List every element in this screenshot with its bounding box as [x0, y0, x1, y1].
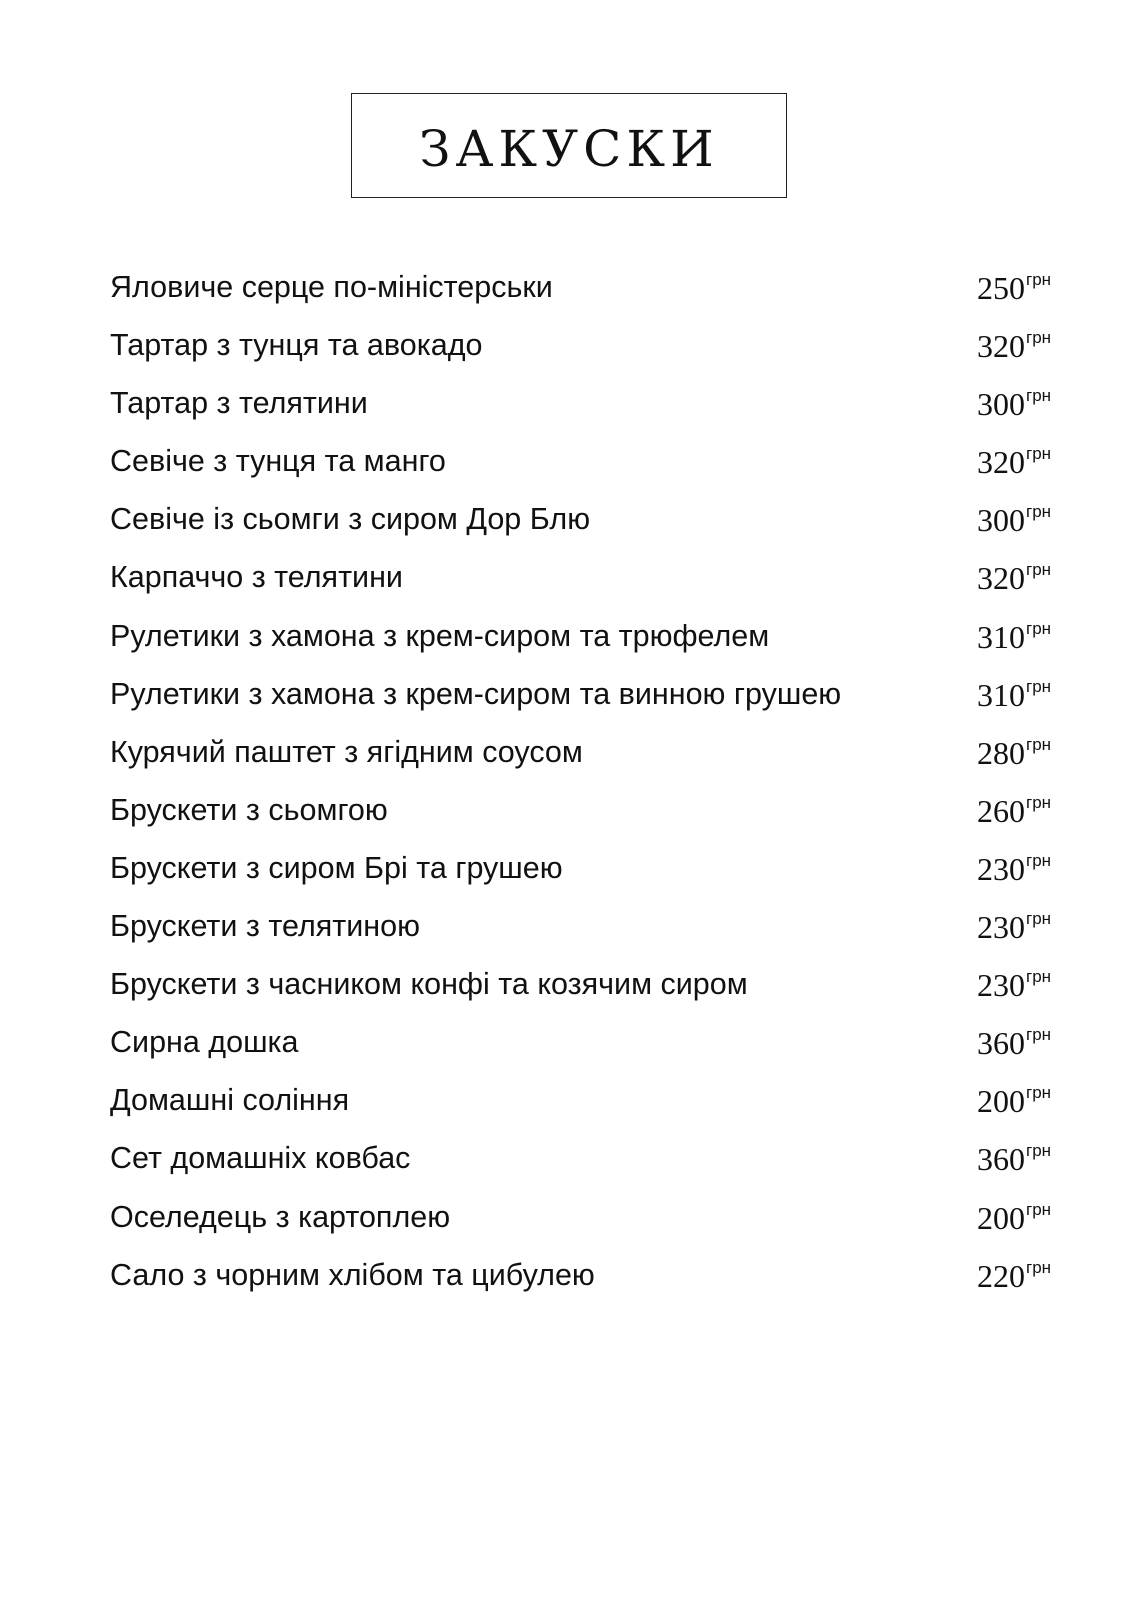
price-currency: грн — [1026, 909, 1052, 929]
dish-name: Брускети з сиром Брі та грушею — [110, 850, 563, 885]
menu-item — [110, 384, 1070, 442]
price-value: 250 — [977, 270, 1025, 306]
price-value: 230 — [977, 967, 1025, 1004]
price-currency: грн — [1026, 444, 1052, 464]
dish-price — [977, 965, 1051, 1007]
menu-item — [110, 558, 1070, 616]
dish-name: Сало з чорним хлібом та цибулею — [110, 1257, 595, 1292]
menu-item — [110, 268, 1070, 326]
price-currency: грн — [1026, 386, 1052, 406]
dish-name: Домашні соління — [110, 1083, 350, 1118]
dish-price — [977, 442, 1051, 484]
price-value: 300 — [977, 386, 1025, 423]
price-currency: грн — [1026, 1199, 1052, 1219]
dish-price — [977, 1081, 1051, 1123]
price-value: 200 — [977, 1083, 1025, 1120]
menu-item — [110, 733, 1070, 791]
dish-price — [977, 1256, 1051, 1298]
dish-name: Яловиче серце по-міністерськи — [110, 270, 553, 304]
menu-item — [110, 965, 1070, 1023]
dish-price — [977, 384, 1051, 426]
price-currency: грн — [1026, 676, 1052, 696]
price-value: 220 — [977, 1257, 1025, 1294]
dish-price — [977, 558, 1051, 600]
price-currency: грн — [1026, 618, 1052, 638]
menu-item — [110, 849, 1070, 907]
price-value: 310 — [977, 676, 1025, 713]
price-value: 360 — [977, 1141, 1025, 1178]
dish-name: Рулетики з хамона з крем-сиром та винною грушею — [110, 676, 842, 711]
menu-item — [110, 1081, 1070, 1139]
menu-item — [110, 791, 1070, 849]
dish-name: Тартар з телятини — [110, 386, 368, 421]
dish-name: Курячий паштет з ягідним соусом — [110, 734, 583, 769]
dish-price — [977, 1023, 1051, 1065]
dish-name: Тартар з тунця та авокадо — [110, 328, 483, 363]
dish-price — [977, 791, 1051, 833]
dish-name: Севіче із сьомги з сиром Дор Блю — [110, 502, 591, 537]
menu-list — [110, 268, 1070, 1314]
price-currency: грн — [1026, 967, 1052, 987]
dish-name: Рулетики з хамона з крем-сиром та трюфелем — [110, 618, 770, 653]
dish-price — [977, 675, 1051, 717]
dish-name: Оселедець з картоплею — [110, 1199, 451, 1234]
price-currency: грн — [1026, 1025, 1052, 1045]
dish-price — [977, 849, 1051, 891]
menu-item — [110, 326, 1070, 384]
menu-item — [110, 617, 1070, 675]
dish-name: Сет домашніх ковбас — [110, 1141, 411, 1176]
price-currency: грн — [1026, 792, 1052, 812]
section-title: ЗАКУСКИ — [419, 119, 719, 178]
price-value: 320 — [977, 444, 1025, 481]
price-currency: грн — [1026, 502, 1052, 522]
menu-item — [110, 1256, 1070, 1314]
price-currency: грн — [1026, 270, 1052, 289]
price-value: 230 — [977, 850, 1025, 887]
price-value: 320 — [977, 560, 1025, 597]
dish-price — [977, 1198, 1051, 1240]
price-value: 230 — [977, 909, 1025, 946]
price-currency: грн — [1026, 328, 1052, 348]
price-currency: грн — [1026, 1141, 1052, 1161]
menu-item — [110, 1198, 1070, 1256]
dish-name: Брускети з сьомгою — [110, 792, 388, 827]
price-currency: грн — [1026, 734, 1052, 754]
price-value: 260 — [977, 792, 1025, 829]
dish-name: Брускети з часником конфі та козячим сиром — [110, 967, 748, 1002]
price-currency: грн — [1026, 560, 1052, 580]
price-value: 320 — [977, 328, 1025, 365]
menu-item — [110, 442, 1070, 500]
price-value: 280 — [977, 734, 1025, 771]
price-value: 200 — [977, 1199, 1025, 1236]
price-value: 300 — [977, 502, 1025, 539]
menu-item — [110, 675, 1070, 733]
price-currency: грн — [1026, 1083, 1052, 1103]
dish-price — [977, 268, 1051, 310]
dish-price — [977, 733, 1051, 775]
section-title-box — [351, 93, 787, 198]
dish-name: Брускети з телятиною — [110, 909, 420, 944]
menu-item — [110, 1023, 1070, 1081]
dish-price — [977, 326, 1051, 368]
menu-item — [110, 1139, 1070, 1197]
menu-item — [110, 907, 1070, 965]
dish-price — [977, 500, 1051, 542]
dish-name: Севіче з тунця та манго — [110, 444, 446, 479]
price-value: 360 — [977, 1025, 1025, 1062]
price-currency: грн — [1026, 850, 1052, 870]
dish-price — [977, 907, 1051, 949]
dish-name: Сирна дошка — [110, 1025, 299, 1060]
price-value: 310 — [977, 618, 1025, 655]
dish-price — [977, 617, 1051, 659]
dish-price — [977, 1139, 1051, 1181]
dish-name: Карпаччо з телятини — [110, 560, 403, 595]
price-currency: грн — [1026, 1257, 1052, 1277]
menu-item — [110, 500, 1070, 558]
